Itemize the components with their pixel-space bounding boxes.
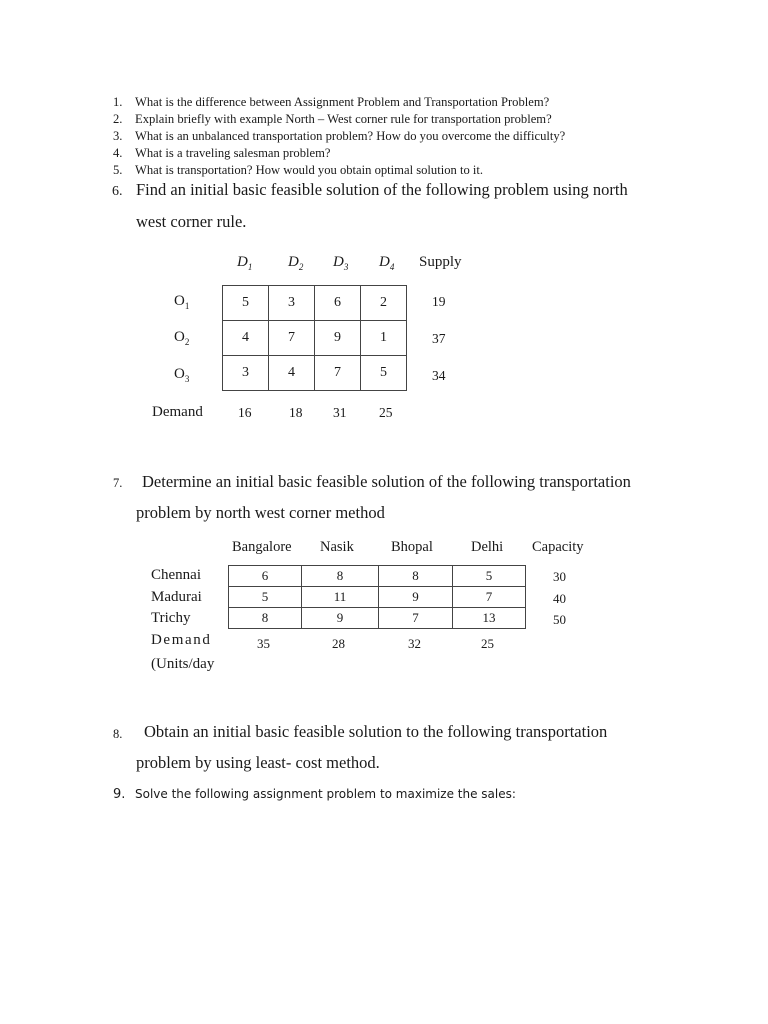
- question-8-line-2: problem by using least- cost method.: [136, 753, 380, 772]
- question-6-line-1: 6. Find an initial basic feasible solution of the following problem using north: [112, 180, 628, 199]
- table1-supply-label: Supply: [419, 254, 462, 270]
- question-7-line-2: problem by north west corner method: [136, 503, 385, 522]
- table2-row-label: Trichy: [151, 610, 191, 626]
- table2-capacity-value: 30: [553, 569, 566, 584]
- table1-cell: 4: [223, 321, 269, 356]
- table1-demand-label: Demand: [152, 404, 203, 420]
- table2-col-header: Delhi: [471, 539, 504, 555]
- table2-demand-value: 32: [408, 636, 421, 651]
- table2-cell: 9: [302, 608, 379, 629]
- table1-col-header: $D_2$: [288, 254, 304, 272]
- table2-demand-unit: (Units/day: [151, 656, 215, 672]
- question-8-number: 8.: [113, 727, 123, 741]
- table-row: [229, 608, 526, 629]
- table2-cell: 11: [302, 587, 379, 608]
- table1-supply-value: 34: [432, 368, 446, 383]
- table1-cell: 2: [361, 286, 407, 321]
- question-5: 5. What is transportation? How would you obtain optimal solution to it.: [113, 163, 484, 177]
- question-8-line-1: Obtain an initial basic feasible solution to the following transportation: [144, 722, 608, 741]
- table2-cell: 9: [379, 587, 453, 608]
- table2-capacity-label: Capacity: [532, 539, 584, 555]
- table2-demand-label: Demand: [151, 632, 212, 648]
- table1-col-header: $D_4$: [379, 254, 395, 272]
- table-row: [229, 566, 526, 587]
- question-4: 4. What is a traveling salesman problem?: [113, 146, 331, 160]
- table1-demand-value: 25: [379, 405, 393, 420]
- table2-cell: 5: [453, 566, 526, 587]
- table2-cell: 7: [453, 587, 526, 608]
- table2-cell: 8: [379, 566, 453, 587]
- table1-supply-value: 37: [432, 331, 446, 346]
- table1-cell: 1: [361, 321, 407, 356]
- table-row: [223, 286, 407, 321]
- table2-cell: 5: [229, 587, 302, 608]
- table2-cell: 8: [229, 608, 302, 629]
- table2-cell: 6: [229, 566, 302, 587]
- table1-cell: 7: [269, 321, 315, 356]
- table2-col-header: Bhopal: [391, 539, 433, 555]
- table1-demand-value: 16: [238, 405, 252, 420]
- table-row: [229, 587, 526, 608]
- question-1: 1. What is the difference between Assignment Problem and Transportation Problem?: [113, 95, 550, 109]
- table1-demand-value: 18: [289, 405, 303, 420]
- table2-capacity-value: 50: [553, 612, 566, 627]
- table2-demand-value: 28: [332, 636, 345, 651]
- table1-cell: 6: [315, 286, 361, 321]
- question-7-line-1: Determine an initial basic feasible solution of the following transportation: [142, 472, 631, 491]
- table1-cell: 9: [315, 321, 361, 356]
- table2-cell: 7: [379, 608, 453, 629]
- table1-cell: 3: [269, 286, 315, 321]
- question-3: 3. What is an unbalanced transportation problem? How do you overcome the difficulty?: [113, 129, 566, 143]
- table1-col-header: $D_1$: [237, 254, 253, 272]
- table-row: [223, 321, 407, 356]
- table2-col-header: Nasik: [320, 539, 354, 555]
- question-6-line-2: west corner rule.: [136, 212, 247, 231]
- table2-row-label: Madurai: [151, 589, 202, 605]
- table2-capacity-value: 40: [553, 591, 566, 606]
- table2-cost-grid: [228, 565, 526, 629]
- table1-col-header: $D_3$: [333, 254, 349, 272]
- table2-cell: 8: [302, 566, 379, 587]
- table2-row-label: Chennai: [151, 567, 201, 583]
- table1-cell: 4: [269, 356, 315, 391]
- question-2: 2. Explain briefly with example North – West corner rule for transportation problem?: [113, 112, 552, 126]
- table1-row-label: $O_1$: [174, 293, 190, 311]
- table1-row-label: $O_2$: [174, 329, 190, 347]
- question-7-number: 7.: [113, 476, 123, 490]
- table1-supply-value: 19: [432, 294, 446, 309]
- table1-cost-grid: [222, 285, 407, 391]
- table1-demand-value: 31: [333, 405, 347, 420]
- question-9: 9. Solve the following assignment problem to maximize the sales:: [113, 787, 516, 802]
- table1-cell: 5: [223, 286, 269, 321]
- table1-cell: 7: [315, 356, 361, 391]
- table-row: [223, 356, 407, 391]
- table2-demand-value: 25: [481, 636, 494, 651]
- table2-cell: 13: [453, 608, 526, 629]
- table1-cell: 5: [361, 356, 407, 391]
- table1-cell: 3: [223, 356, 269, 391]
- table2-demand-value: 35: [257, 636, 270, 651]
- table2-col-header: Bangalore: [232, 539, 292, 555]
- table1-row-label: $O_3$: [174, 366, 190, 384]
